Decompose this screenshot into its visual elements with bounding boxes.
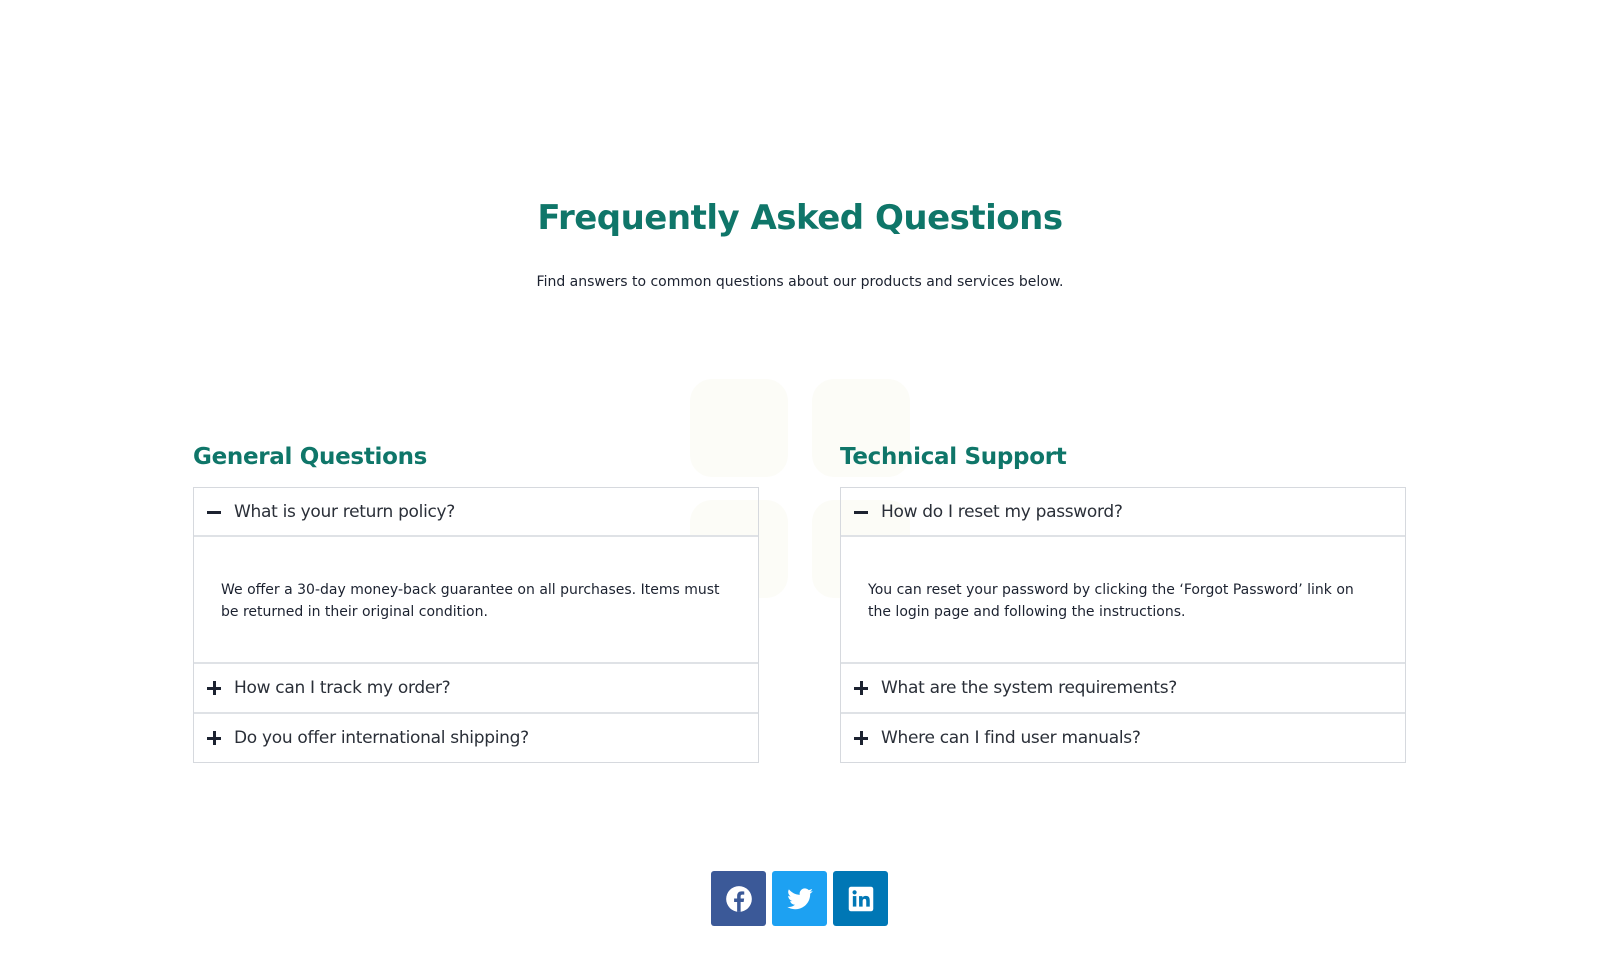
plus-icon bbox=[853, 730, 869, 746]
accordion-toggle[interactable] bbox=[194, 664, 758, 712]
accordion-item bbox=[841, 714, 1405, 763]
question-text: How do I reset my password? bbox=[881, 501, 1123, 522]
answer-panel bbox=[841, 535, 1405, 662]
twitter-icon bbox=[786, 885, 814, 913]
accordion-item bbox=[194, 664, 758, 714]
faq-column-general bbox=[193, 440, 759, 763]
linkedin-button[interactable] bbox=[833, 871, 888, 926]
answer-panel bbox=[194, 535, 758, 662]
faq-column-technical bbox=[840, 440, 1406, 763]
page-title: Frequently Asked Questions bbox=[537, 198, 1063, 238]
accordion-toggle[interactable] bbox=[841, 488, 1405, 535]
question-text: What is your return policy? bbox=[234, 501, 456, 522]
facebook-button[interactable] bbox=[711, 871, 766, 926]
accordion-item bbox=[194, 488, 758, 664]
accordion-item bbox=[841, 664, 1405, 714]
accordion-toggle[interactable] bbox=[194, 714, 758, 762]
accordion-item bbox=[194, 714, 758, 763]
faq-accordion bbox=[840, 487, 1406, 763]
accordion-toggle[interactable] bbox=[194, 488, 758, 535]
facebook-icon bbox=[725, 885, 753, 913]
question-text: Where can I find user manuals? bbox=[881, 728, 1141, 748]
social-share-bar bbox=[711, 871, 888, 926]
answer-text: You can reset your password by clicking the ‘Forgot Password’ link on the login page and following the instructions. bbox=[868, 582, 1354, 620]
section-title: Technical Support bbox=[840, 444, 1067, 470]
linkedin-icon bbox=[847, 885, 875, 913]
accordion-toggle[interactable] bbox=[841, 664, 1405, 712]
section-title: General Questions bbox=[193, 444, 428, 470]
question-text: What are the system requirements? bbox=[881, 678, 1178, 698]
twitter-button[interactable] bbox=[772, 871, 827, 926]
page-subtitle: Find answers to common questions about our products and services below. bbox=[536, 274, 1064, 290]
minus-icon bbox=[853, 504, 869, 520]
plus-icon bbox=[206, 730, 222, 746]
accordion-item bbox=[841, 488, 1405, 664]
plus-icon bbox=[853, 680, 869, 696]
plus-icon bbox=[206, 680, 222, 696]
accordion-toggle[interactable] bbox=[841, 714, 1405, 762]
answer-text: We offer a 30-day money-back guarantee on all purchases. Items must be returned in their original condition. bbox=[221, 582, 720, 620]
question-text: How can I track my order? bbox=[234, 678, 451, 698]
faq-accordion bbox=[193, 487, 759, 763]
minus-icon bbox=[206, 504, 222, 520]
question-text: Do you offer international shipping? bbox=[234, 728, 529, 748]
